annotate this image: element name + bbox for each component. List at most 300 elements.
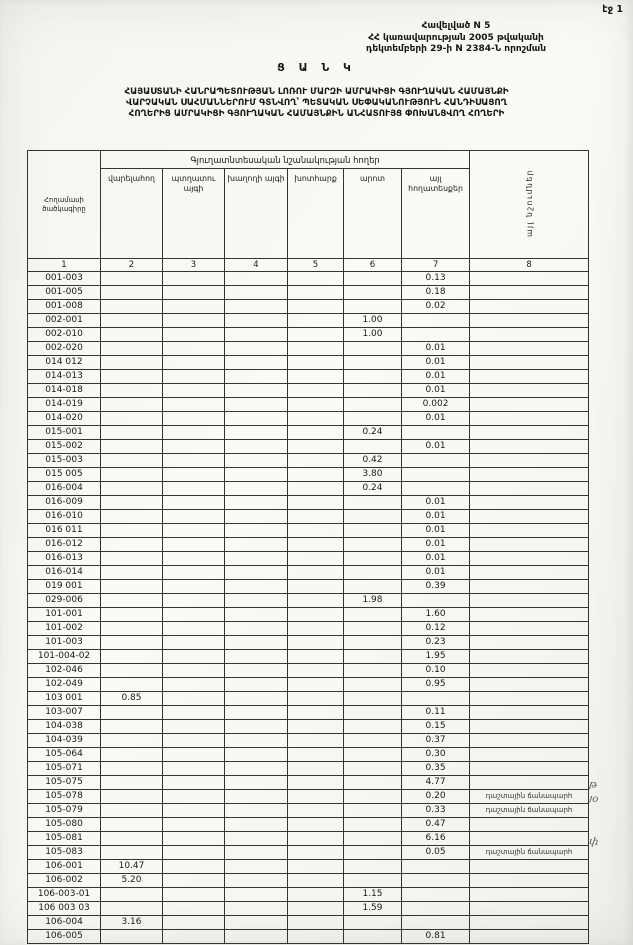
cell-other-land-types xyxy=(402,482,470,496)
cell-vineyard xyxy=(225,804,288,818)
table-row xyxy=(28,370,589,384)
cell-vineyard xyxy=(225,902,288,916)
cell-orchard xyxy=(163,538,225,552)
handwritten-margin-mark: փ xyxy=(588,835,600,849)
cell-hayfield xyxy=(288,874,344,888)
cell-parcel-code: 019 001 xyxy=(28,580,101,594)
cell-vineyard xyxy=(225,566,288,580)
cell-other-land-types: 0.01 xyxy=(402,538,470,552)
cell-other-notes xyxy=(470,384,589,398)
cell-parcel-code: 002-020 xyxy=(28,342,101,356)
cell-other-notes xyxy=(470,594,589,608)
cell-vineyard xyxy=(225,608,288,622)
cell-hayfield xyxy=(288,902,344,916)
cell-arable-land xyxy=(101,832,163,846)
cell-pasture xyxy=(344,650,402,664)
table-row xyxy=(28,636,589,650)
table-row xyxy=(28,272,589,286)
cell-hayfield xyxy=(288,818,344,832)
cell-hayfield xyxy=(288,706,344,720)
cell-hayfield xyxy=(288,678,344,692)
table-row xyxy=(28,888,589,902)
table-row xyxy=(28,552,589,566)
table-row xyxy=(28,524,589,538)
cell-vineyard xyxy=(225,790,288,804)
cell-hayfield xyxy=(288,412,344,426)
cell-hayfield xyxy=(288,580,344,594)
cell-hayfield xyxy=(288,384,344,398)
cell-other-notes xyxy=(470,538,589,552)
table-row xyxy=(28,762,589,776)
cell-vineyard xyxy=(225,832,288,846)
cell-other-notes xyxy=(470,832,589,846)
table-row xyxy=(28,608,589,622)
cell-pasture: 0.24 xyxy=(344,482,402,496)
cell-hayfield xyxy=(288,790,344,804)
cell-other-notes: դաշտային ճանապարհ xyxy=(470,790,589,804)
table-row xyxy=(28,482,589,496)
cell-pasture xyxy=(344,384,402,398)
cell-hayfield xyxy=(288,804,344,818)
cell-parcel-code: 015-001 xyxy=(28,426,101,440)
cell-other-land-types: 0.35 xyxy=(402,762,470,776)
cell-other-land-types: 0.37 xyxy=(402,734,470,748)
table-row xyxy=(28,664,589,678)
cell-orchard xyxy=(163,846,225,860)
cell-parcel-code: 016-013 xyxy=(28,552,101,566)
column-number: 1 xyxy=(28,259,101,272)
table-body xyxy=(28,272,589,944)
cell-pasture xyxy=(344,370,402,384)
cell-vineyard xyxy=(225,748,288,762)
table-row xyxy=(28,468,589,482)
cell-arable-land xyxy=(101,412,163,426)
cell-other-land-types: 0.33 xyxy=(402,804,470,818)
cell-vineyard xyxy=(225,440,288,454)
cell-vineyard xyxy=(225,888,288,902)
cell-vineyard xyxy=(225,286,288,300)
cell-vineyard xyxy=(225,720,288,734)
table-row xyxy=(28,342,589,356)
cell-pasture xyxy=(344,412,402,426)
cell-other-notes xyxy=(470,776,589,790)
header-other-land-types: այլ հողատեսքեր xyxy=(402,169,470,259)
cell-other-notes xyxy=(470,496,589,510)
cell-parcel-code: 002-001 xyxy=(28,314,101,328)
cell-other-notes xyxy=(470,664,589,678)
cell-parcel-code: 016-012 xyxy=(28,538,101,552)
cell-orchard xyxy=(163,860,225,874)
cell-pasture xyxy=(344,510,402,524)
cell-hayfield xyxy=(288,720,344,734)
cell-arable-land xyxy=(101,510,163,524)
cell-arable-land xyxy=(101,482,163,496)
cell-pasture xyxy=(344,622,402,636)
cell-arable-land xyxy=(101,622,163,636)
cell-parcel-code: 014 012 xyxy=(28,356,101,370)
cell-hayfield xyxy=(288,832,344,846)
table-row xyxy=(28,748,589,762)
column-number-row xyxy=(28,259,589,272)
table-row xyxy=(28,804,589,818)
cell-arable-land xyxy=(101,370,163,384)
cell-other-land-types: 0.81 xyxy=(402,930,470,944)
table-row xyxy=(28,790,589,804)
cell-other-land-types xyxy=(402,902,470,916)
cell-arable-land xyxy=(101,720,163,734)
cell-orchard xyxy=(163,678,225,692)
cell-orchard xyxy=(163,370,225,384)
cell-arable-land xyxy=(101,650,163,664)
cell-arable-land xyxy=(101,300,163,314)
table-row xyxy=(28,720,589,734)
cell-hayfield xyxy=(288,356,344,370)
cell-hayfield xyxy=(288,664,344,678)
cell-pasture xyxy=(344,524,402,538)
cell-parcel-code: 104-039 xyxy=(28,734,101,748)
table-row xyxy=(28,650,589,664)
cell-other-land-types: 0.01 xyxy=(402,552,470,566)
cell-vineyard xyxy=(225,468,288,482)
cell-vineyard xyxy=(225,524,288,538)
cell-hayfield xyxy=(288,524,344,538)
cell-other-land-types: 6.16 xyxy=(402,832,470,846)
cell-vineyard xyxy=(225,846,288,860)
cell-vineyard xyxy=(225,860,288,874)
cell-hayfield xyxy=(288,482,344,496)
cell-orchard xyxy=(163,412,225,426)
cell-parcel-code: 106-002 xyxy=(28,874,101,888)
cell-other-notes xyxy=(470,874,589,888)
table-row xyxy=(28,328,589,342)
document-title-line: ՀԱՅԱՍՏԱՆԻ ՀԱՆՐԱՊԵՏՈՒԹՅԱՆ ԼՈՌՈՒ ՄԱՐԶԻ ԱՄՐԱԿԻՑԻ ԳՅՈՒՂԱԿԱՆ ՀԱՄԱՅՆՔԻ xyxy=(124,87,509,97)
header-parcel-code: Հողամասի ծածկագիրը xyxy=(28,151,101,259)
cell-parcel-code: 002-010 xyxy=(28,328,101,342)
cell-other-land-types: 0.95 xyxy=(402,678,470,692)
cell-orchard xyxy=(163,482,225,496)
cell-arable-land xyxy=(101,804,163,818)
cell-vineyard xyxy=(225,510,288,524)
cell-hayfield xyxy=(288,342,344,356)
cell-vineyard xyxy=(225,636,288,650)
cell-arable-land xyxy=(101,496,163,510)
cell-orchard xyxy=(163,888,225,902)
cell-arable-land xyxy=(101,440,163,454)
cell-other-land-types: 0.01 xyxy=(402,440,470,454)
cell-orchard xyxy=(163,468,225,482)
cell-parcel-code: 101-001 xyxy=(28,608,101,622)
header-other-notes-vertical-text: այլ նշումներ xyxy=(524,168,534,237)
cell-pasture xyxy=(344,874,402,888)
table-row xyxy=(28,706,589,720)
table-row xyxy=(28,916,589,930)
cell-arable-land xyxy=(101,706,163,720)
cell-pasture xyxy=(344,832,402,846)
cell-other-land-types xyxy=(402,860,470,874)
cell-orchard xyxy=(163,524,225,538)
cell-pasture: 0.42 xyxy=(344,454,402,468)
table-row xyxy=(28,384,589,398)
cell-other-notes xyxy=(470,608,589,622)
cell-pasture xyxy=(344,580,402,594)
cell-pasture xyxy=(344,272,402,286)
cell-arable-land xyxy=(101,748,163,762)
table-row xyxy=(28,902,589,916)
cell-parcel-code: 001-005 xyxy=(28,286,101,300)
cell-pasture xyxy=(344,552,402,566)
cell-other-land-types: 0.39 xyxy=(402,580,470,594)
table-row xyxy=(28,832,589,846)
cell-other-land-types: 0.01 xyxy=(402,566,470,580)
cell-other-land-types: 0.01 xyxy=(402,384,470,398)
cell-vineyard xyxy=(225,594,288,608)
document-title-line: ՎԱՐՉԱԿԱՆ ՍԱՀՄԱՆՆԵՐՈՒՄ ԳՏՆՎՈՂ՝ ՊԵՏԱԿԱՆ ՍԵՓԱԿԱՆՈՒԹՅՈՒՆ ՀԱՆԴԻՍԱՑՈՂ xyxy=(126,98,507,108)
column-number: 3 xyxy=(163,259,225,272)
cell-other-land-types: 0.002 xyxy=(402,398,470,412)
cell-hayfield xyxy=(288,286,344,300)
cell-other-notes xyxy=(470,916,589,930)
cell-orchard xyxy=(163,398,225,412)
cell-hayfield xyxy=(288,748,344,762)
table-row xyxy=(28,510,589,524)
cell-orchard xyxy=(163,706,225,720)
cell-other-notes xyxy=(470,342,589,356)
cell-pasture xyxy=(344,734,402,748)
cell-pasture xyxy=(344,356,402,370)
cell-other-notes xyxy=(470,580,589,594)
cell-arable-land xyxy=(101,678,163,692)
cell-other-land-types: 0.01 xyxy=(402,342,470,356)
cell-other-land-types: 0.11 xyxy=(402,706,470,720)
header-orchard: պտղատու այգի xyxy=(163,169,225,259)
cell-parcel-code: 102-049 xyxy=(28,678,101,692)
cell-orchard xyxy=(163,286,225,300)
cell-other-notes xyxy=(470,300,589,314)
cell-arable-land xyxy=(101,846,163,860)
cell-pasture xyxy=(344,930,402,944)
cell-other-land-types: 0.01 xyxy=(402,370,470,384)
cell-orchard xyxy=(163,790,225,804)
cell-parcel-code: 101-004-02 xyxy=(28,650,101,664)
cell-parcel-code: 014-020 xyxy=(28,412,101,426)
cell-parcel-code: 103-007 xyxy=(28,706,101,720)
cell-vineyard xyxy=(225,664,288,678)
cell-other-land-types xyxy=(402,314,470,328)
cell-pasture xyxy=(344,664,402,678)
cell-parcel-code: 106-005 xyxy=(28,930,101,944)
cell-arable-land: 0.85 xyxy=(101,692,163,706)
cell-orchard xyxy=(163,552,225,566)
column-number: 8 xyxy=(470,259,589,272)
table-row xyxy=(28,496,589,510)
cell-other-land-types: 0.01 xyxy=(402,496,470,510)
cell-hayfield xyxy=(288,328,344,342)
column-number: 2 xyxy=(101,259,163,272)
cell-other-notes xyxy=(470,734,589,748)
cell-pasture xyxy=(344,342,402,356)
cell-pasture xyxy=(344,496,402,510)
cell-parcel-code: 105-071 xyxy=(28,762,101,776)
cell-parcel-code: 104-038 xyxy=(28,720,101,734)
table-row xyxy=(28,300,589,314)
cell-parcel-code: 014-013 xyxy=(28,370,101,384)
cell-other-land-types xyxy=(402,916,470,930)
cell-parcel-code: 015 005 xyxy=(28,468,101,482)
handwritten-margin-mark: թ xyxy=(588,778,598,791)
cell-parcel-code: 105-080 xyxy=(28,818,101,832)
cell-hayfield xyxy=(288,888,344,902)
cell-orchard xyxy=(163,930,225,944)
column-number: 6 xyxy=(344,259,402,272)
header-pasture: արոտ xyxy=(344,169,402,259)
cell-other-notes xyxy=(470,888,589,902)
header-agricultural-lands-group: Գյուղատնտեսական նշանակության հողեր xyxy=(101,151,470,169)
cell-arable-land xyxy=(101,790,163,804)
cell-other-notes xyxy=(470,272,589,286)
cell-pasture xyxy=(344,776,402,790)
cell-parcel-code: 001-003 xyxy=(28,272,101,286)
cell-parcel-code: 106 003 03 xyxy=(28,902,101,916)
cell-orchard xyxy=(163,342,225,356)
cell-other-land-types: 0.30 xyxy=(402,748,470,762)
cell-parcel-code: 105-079 xyxy=(28,804,101,818)
cell-hayfield xyxy=(288,370,344,384)
table-row xyxy=(28,440,589,454)
cell-parcel-code: 105-081 xyxy=(28,832,101,846)
cell-pasture xyxy=(344,720,402,734)
table-row xyxy=(28,566,589,580)
cell-pasture: 1.00 xyxy=(344,328,402,342)
cell-hayfield xyxy=(288,734,344,748)
cell-other-notes xyxy=(470,412,589,426)
cell-orchard xyxy=(163,776,225,790)
cell-hayfield xyxy=(288,300,344,314)
cell-other-land-types xyxy=(402,328,470,342)
cell-parcel-code: 101-002 xyxy=(28,622,101,636)
table-row xyxy=(28,776,589,790)
cell-arable-land xyxy=(101,454,163,468)
cell-other-notes xyxy=(470,440,589,454)
cell-other-notes xyxy=(470,552,589,566)
cell-other-notes xyxy=(470,860,589,874)
cell-pasture xyxy=(344,748,402,762)
header-hayfield: խոտհարք xyxy=(288,169,344,259)
cell-orchard xyxy=(163,300,225,314)
cell-orchard xyxy=(163,664,225,678)
cell-parcel-code: 102-046 xyxy=(28,664,101,678)
cell-vineyard xyxy=(225,272,288,286)
cell-pasture: 0.24 xyxy=(344,426,402,440)
cell-other-notes xyxy=(470,566,589,580)
cell-parcel-code: 014-019 xyxy=(28,398,101,412)
cell-orchard xyxy=(163,440,225,454)
cell-orchard xyxy=(163,272,225,286)
cell-other-land-types xyxy=(402,454,470,468)
cell-orchard xyxy=(163,748,225,762)
table-row xyxy=(28,454,589,468)
cell-arable-land xyxy=(101,594,163,608)
cell-hayfield xyxy=(288,510,344,524)
cell-other-notes xyxy=(470,524,589,538)
cell-hayfield xyxy=(288,538,344,552)
table-row xyxy=(28,538,589,552)
cell-parcel-code: 105-064 xyxy=(28,748,101,762)
cell-arable-land xyxy=(101,818,163,832)
cell-other-land-types: 4.77 xyxy=(402,776,470,790)
cell-other-notes xyxy=(470,482,589,496)
cell-vineyard xyxy=(225,496,288,510)
cell-other-land-types: 0.01 xyxy=(402,356,470,370)
cell-orchard xyxy=(163,580,225,594)
cell-other-notes xyxy=(470,398,589,412)
cell-arable-land xyxy=(101,342,163,356)
cell-orchard xyxy=(163,818,225,832)
table-row xyxy=(28,398,589,412)
cell-other-notes xyxy=(470,370,589,384)
cell-other-land-types: 0.23 xyxy=(402,636,470,650)
cell-other-notes xyxy=(470,720,589,734)
cell-arable-land: 5.20 xyxy=(101,874,163,888)
cell-other-land-types: 0.47 xyxy=(402,818,470,832)
cell-pasture xyxy=(344,846,402,860)
cell-pasture: 1.98 xyxy=(344,594,402,608)
cell-arable-land xyxy=(101,636,163,650)
cell-vineyard xyxy=(225,342,288,356)
cell-pasture xyxy=(344,678,402,692)
cell-orchard xyxy=(163,902,225,916)
cell-other-notes xyxy=(470,678,589,692)
cell-vineyard xyxy=(225,650,288,664)
cell-other-notes xyxy=(470,650,589,664)
cell-vineyard xyxy=(225,384,288,398)
cell-vineyard xyxy=(225,916,288,930)
cell-parcel-code: 015-003 xyxy=(28,454,101,468)
cell-hayfield xyxy=(288,860,344,874)
cell-vineyard xyxy=(225,454,288,468)
cell-pasture xyxy=(344,636,402,650)
cell-arable-land xyxy=(101,776,163,790)
cell-vineyard xyxy=(225,552,288,566)
cell-hayfield xyxy=(288,846,344,860)
cell-parcel-code: 106-003-01 xyxy=(28,888,101,902)
cell-arable-land xyxy=(101,524,163,538)
cell-parcel-code: 101-003 xyxy=(28,636,101,650)
cell-orchard xyxy=(163,496,225,510)
cell-orchard xyxy=(163,692,225,706)
cell-other-notes xyxy=(470,762,589,776)
cell-pasture xyxy=(344,608,402,622)
cell-hayfield xyxy=(288,916,344,930)
cell-hayfield xyxy=(288,552,344,566)
cell-vineyard xyxy=(225,818,288,832)
group-header-row xyxy=(28,151,589,169)
cell-other-land-types: 0.12 xyxy=(402,622,470,636)
cell-vineyard xyxy=(225,426,288,440)
header-vineyard: խաղողի այգի xyxy=(225,169,288,259)
cell-hayfield xyxy=(288,622,344,636)
cell-parcel-code: 105-078 xyxy=(28,790,101,804)
header-other-notes xyxy=(470,151,589,259)
cell-other-land-types xyxy=(402,594,470,608)
table-row xyxy=(28,356,589,370)
cell-orchard xyxy=(163,566,225,580)
cell-other-notes xyxy=(470,356,589,370)
cell-orchard xyxy=(163,804,225,818)
cell-arable-land xyxy=(101,566,163,580)
table-row xyxy=(28,734,589,748)
cell-arable-land xyxy=(101,384,163,398)
cell-orchard xyxy=(163,734,225,748)
